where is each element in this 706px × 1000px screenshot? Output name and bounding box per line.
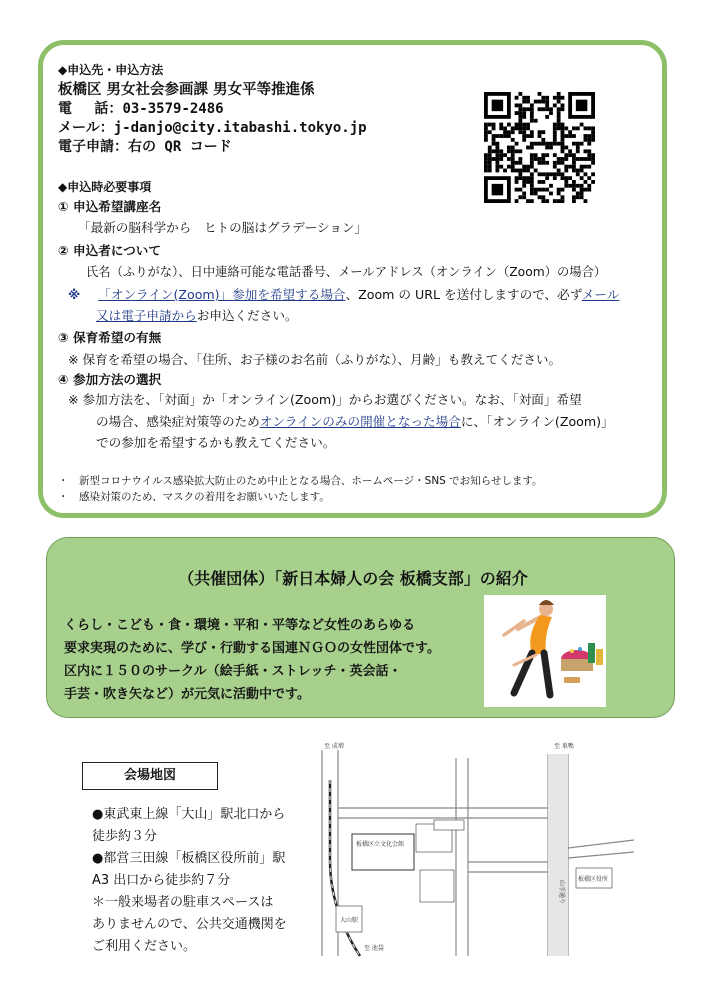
map-label-sugamo: 至 巣鴨 xyxy=(554,743,574,750)
online-row xyxy=(58,136,232,156)
map-label-venue: 板橋区立文化会館 xyxy=(356,841,405,848)
access-line-1: ●東武東上線「大山」駅北口から xyxy=(92,807,286,822)
map-label-yamate: 山手通り xyxy=(558,880,565,905)
item3-title: ③ 保育希望の有無 xyxy=(58,330,162,345)
tel-row xyxy=(58,98,224,118)
map-label-ikebukuro: 至 池袋 xyxy=(364,945,384,952)
tel-number[interactable]: 03-3579-2486 xyxy=(122,101,224,117)
mail-row xyxy=(58,117,367,137)
qr-code[interactable] xyxy=(484,92,595,203)
item2-note-end: お申込ください。 xyxy=(196,308,298,323)
apply-heading: ◆申込先・申込方法 xyxy=(58,63,164,77)
tel-label: 電 話： xyxy=(58,101,123,117)
item2-note-line2 xyxy=(96,305,298,324)
map-label-office: 板橋区役所 xyxy=(578,876,609,883)
item3-note: ※ 保育を希望の場合、「住所、お子様のお名前（ふりがな）、月齢」も教えてください。 xyxy=(68,352,562,367)
intro-line-2: 要求実現のために、学び・行動する国連ＮＧＯの女性団体です。 xyxy=(64,641,440,656)
item1-title: ① 申込希望講座名 xyxy=(58,199,162,214)
online-condition-link: 「オンライン(Zoom)」参加を希望する場合 xyxy=(98,287,346,302)
map-label-narimasu: 至 成増 xyxy=(324,743,344,750)
apply-organization: 板橋区 男女社会参画課 男女平等推進係 xyxy=(58,82,315,98)
venue-map-title: 会場地図 xyxy=(82,762,218,790)
access-line-4: A3 出口から徒歩約７分 xyxy=(92,873,231,888)
item4-note-l2b: に、「オンライン(Zoom)」 xyxy=(460,414,614,429)
item2-body: 氏名（ふりがな）、日中連絡可能な電話番号、メールアドレス（オンライン（Zoom）の場合） xyxy=(86,265,607,279)
mail-address[interactable]: j-danjo@city.itabashi.tokyo.jp xyxy=(113,120,367,136)
required-heading: ◆申込時必要事項 xyxy=(58,180,152,194)
venue-map xyxy=(316,740,636,958)
item4-note-line2 xyxy=(96,411,614,430)
stretching-woman-illustration xyxy=(484,595,606,707)
item4-note-line3: での参加を希望するかも教えてください。 xyxy=(96,435,336,450)
item4-note-l2a: の場合、感染症対策等のため xyxy=(96,414,260,429)
notice-2: ・ 感染対策のため、マスクの着用をお願いいたします。 xyxy=(58,491,330,503)
online-only-underline: オンラインのみの開催となった場合 xyxy=(259,414,461,429)
item2-note-line1 xyxy=(68,284,619,303)
intro-line-1: くらし・こども・食・環境・平和・平等など女性のあらゆる xyxy=(64,618,416,633)
online-application-link: 又は電子申請から xyxy=(96,308,197,323)
access-line-7: ご利用ください。 xyxy=(92,939,197,954)
access-line-5: ＊一般来場者の駐車スペースは xyxy=(92,895,274,910)
note-mark: ※ xyxy=(68,287,81,302)
item4-title: ④ 参加方法の選択 xyxy=(58,372,162,387)
access-line-3: ●都営三田線「板橋区役所前」駅 xyxy=(92,851,286,866)
online-value: 右の QR コード xyxy=(128,139,232,155)
intro-line-3: 区内に１５０のサークル（絵手紙・ストレッチ・英会話・ xyxy=(64,664,402,679)
notice-1: ・ 新型コロナウイルス感染拡大防止のため中止となる場合、ホームページ・SNS でお知らせします。 xyxy=(58,475,543,487)
access-line-2: 徒歩約３分 xyxy=(92,829,158,844)
access-line-6: ありませんので、公共交通機関を xyxy=(92,917,287,932)
item1-body: 「最新の脳科学から ヒトの脳はグラデーション」 xyxy=(78,220,368,235)
mail-label: メール： xyxy=(58,120,114,136)
item2-note-mid: 、Zoom の URL を送付しますので、必ず xyxy=(345,287,582,302)
map-label-station: 大山駅 xyxy=(340,917,359,924)
cohost-intro-title: （共催団体）「新日本婦人の会 板橋支部」の紹介 xyxy=(178,569,528,588)
item4-note-line1: ※ 参加方法を、「対面」か「オンライン(Zoom)」からお選びください。なお、「対面」希望 xyxy=(68,392,582,407)
mail-link: メール xyxy=(581,287,620,302)
item2-title: ② 申込者について xyxy=(58,243,161,258)
intro-line-4: 手芸・吹き矢など）が元気に活動中です。 xyxy=(64,687,310,702)
online-label: 電子申請： xyxy=(58,139,128,155)
